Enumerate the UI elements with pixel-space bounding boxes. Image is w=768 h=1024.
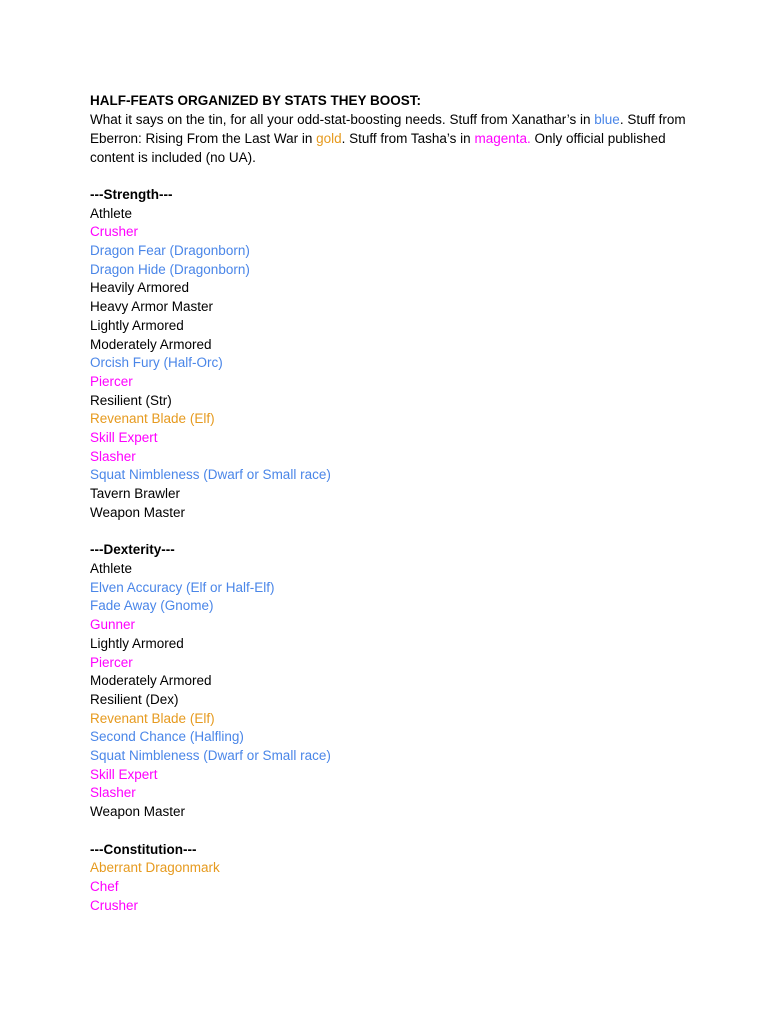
feat-item: Weapon Master (90, 504, 186, 520)
feat-item: Slasher (90, 448, 136, 464)
document-page (90, 92, 690, 915)
feat-item: Gunner (90, 617, 136, 633)
feat-item: Heavily Armored (90, 280, 190, 296)
feat-item: Lightly Armored (90, 635, 184, 651)
feat-item: Slasher (90, 785, 136, 801)
document-title: HALF-FEATS ORGANIZED BY STATS THEY BOOST: (90, 93, 422, 108)
feat-item: Resilient (Str) (90, 392, 172, 408)
feat-sections (90, 186, 690, 915)
feat-item: Piercer (90, 373, 133, 389)
feat-item: Chef (90, 879, 119, 895)
section-heading: ---Strength--- (90, 187, 173, 202)
feat-item: Athlete (90, 205, 133, 221)
intro-magenta-word: magenta. (474, 131, 531, 146)
intro-text-1: What it says on the tin, for all your odd-stat-boosting needs. Stuff from Xanathar’s in (90, 112, 595, 127)
intro-gold-word: gold (316, 131, 342, 146)
feat-item: Aberrant Dragonmark (90, 860, 220, 876)
section-heading: ---Dexterity--- (90, 542, 175, 558)
feat-item: Moderately Armored (90, 336, 212, 352)
feat-item: Lightly Armored (90, 317, 184, 333)
intro-text-2: . Stuff from Eberron: Rising From the Last War in (90, 112, 686, 146)
feat-item: Moderately Armored (90, 673, 212, 689)
feat-item: Athlete (90, 561, 133, 577)
feat-item: Tavern Brawler (90, 486, 181, 501)
feat-item: Skill Expert (90, 429, 158, 445)
intro-paragraph (90, 110, 690, 167)
feat-item: Revenant Blade (Elf) (90, 411, 215, 427)
section-dexterity (90, 541, 690, 821)
feat-item: Revenant Blade (Elf) (90, 710, 215, 726)
feat-item: Crusher (90, 224, 139, 240)
feat-item: Elven Accuracy (Elf or Half-Elf) (90, 579, 275, 595)
section-heading: ---Constitution--- (90, 841, 197, 857)
feat-item: Fade Away (Gnome) (90, 598, 214, 614)
feat-item: Squat Nimbleness (Dwarf or Small race) (90, 747, 331, 763)
intro-blue-word: blue (594, 112, 620, 127)
feat-item: Dragon Fear (Dragonborn) (90, 243, 250, 259)
feat-item: Dragon Hide (Dragonborn) (90, 261, 250, 277)
feat-item: Orcish Fury (Half-Orc) (90, 355, 223, 371)
feat-item: Crusher (90, 897, 139, 913)
section-constitution (90, 841, 690, 916)
feat-item: Weapon Master (90, 804, 186, 819)
intro-text-4: Only official published content is included (no UA). (90, 131, 666, 165)
feat-item: Second Chance (Halfling) (90, 729, 244, 745)
feat-item: Squat Nimbleness (Dwarf or Small race) (90, 467, 331, 483)
feat-item: Resilient (Dex) (90, 691, 179, 707)
feat-item: Skill Expert (90, 766, 158, 782)
feat-item: Piercer (90, 654, 133, 670)
intro-text-3: . Stuff from Tasha’s in (341, 131, 475, 146)
feat-item: Heavy Armor Master (90, 299, 214, 315)
section-strength (90, 186, 690, 522)
